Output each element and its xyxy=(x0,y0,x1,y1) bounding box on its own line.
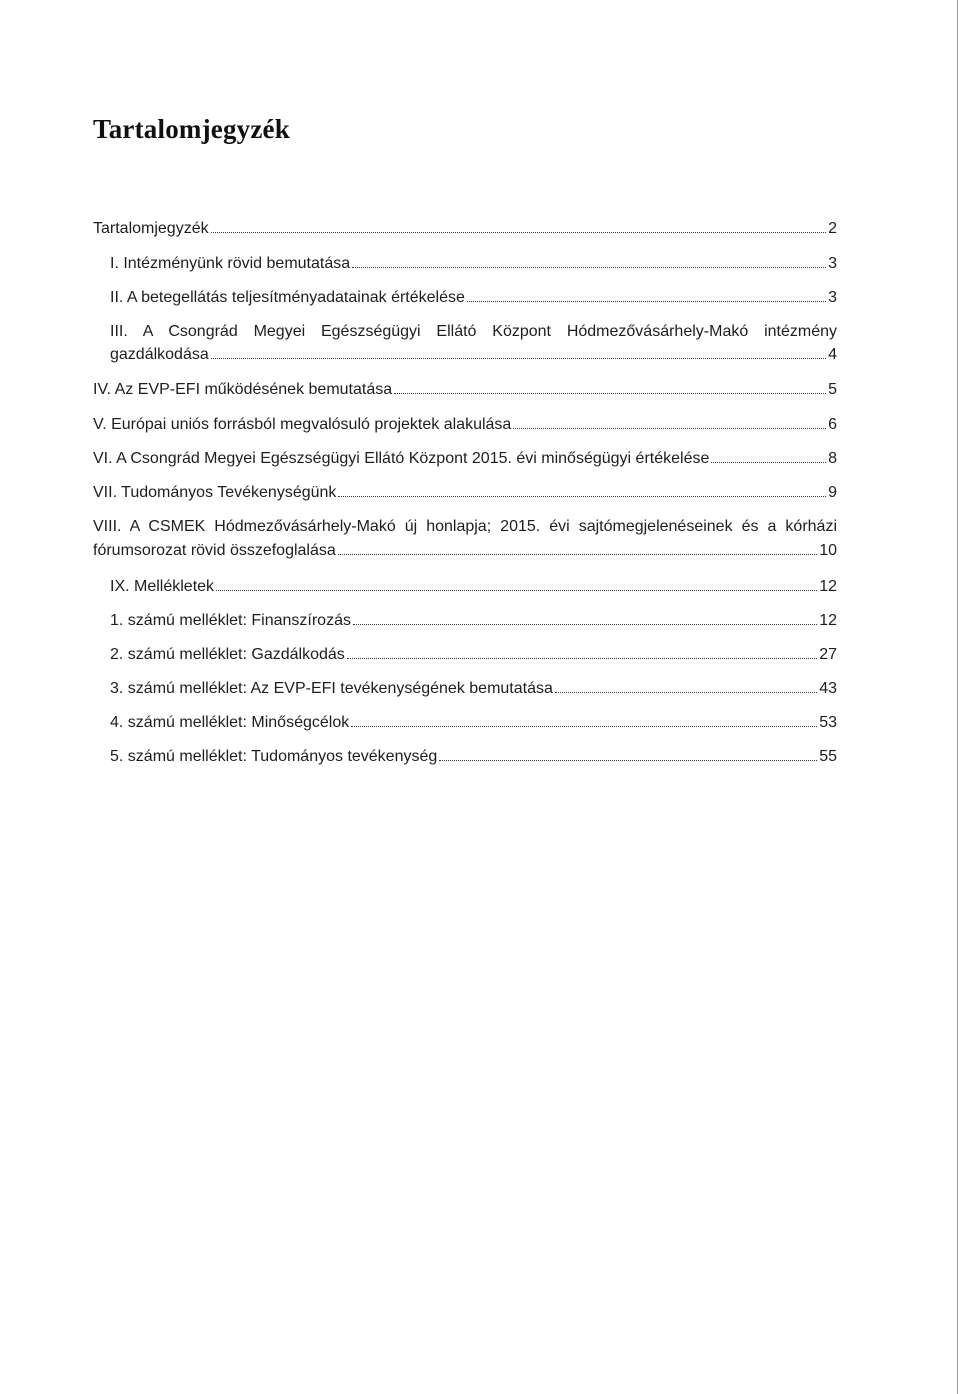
toc-entry-page: 4 xyxy=(828,346,837,363)
toc-entry-page: 27 xyxy=(819,646,837,663)
toc-entry-title: fórumsorozat rövid összefoglalása xyxy=(93,542,336,559)
page-title: Tartalomjegyzék xyxy=(93,114,290,144)
dot-leader xyxy=(216,589,817,591)
toc-entry-page: 9 xyxy=(828,484,837,501)
toc-entry-title: 1. számú melléklet: Finanszírozás xyxy=(110,612,351,629)
toc-entry-page: 3 xyxy=(828,255,837,272)
toc-entry-title: VI. A Csongrád Megyei Egészségügyi Ellátó Központ 2015. évi minőségügyi értékelése xyxy=(93,450,710,467)
dot-leader xyxy=(211,357,826,359)
dot-leader xyxy=(352,266,826,268)
toc-entry-page: 3 xyxy=(828,289,837,306)
dot-leader xyxy=(211,231,826,233)
toc-entry-title: 5. számú melléklet: Tudományos tevékenység xyxy=(110,748,438,765)
scan-edge-line xyxy=(957,0,958,1394)
toc-entry[interactable] xyxy=(93,219,837,239)
toc-entry-title: 3. számú melléklet: Az EVP-EFI tevékenységének bemutatása xyxy=(110,680,553,697)
dot-leader xyxy=(347,657,817,659)
toc-entry[interactable] xyxy=(110,679,837,699)
toc-entry[interactable] xyxy=(110,713,837,733)
toc-entry[interactable] xyxy=(93,415,837,435)
dot-leader xyxy=(711,461,826,463)
dot-leader xyxy=(338,553,817,555)
dot-leader xyxy=(467,300,826,302)
toc-entry-title: IX. Mellékletek xyxy=(110,578,215,595)
toc-entry[interactable] xyxy=(110,747,837,767)
toc-entry[interactable] xyxy=(110,577,837,597)
toc-entry-page: 6 xyxy=(828,416,837,433)
toc-entry[interactable] xyxy=(93,449,837,469)
toc-entry-page: 55 xyxy=(819,748,837,765)
toc-entry-title: VII. Tudományos Tevékenységünk xyxy=(93,484,337,501)
toc-entry-page: 12 xyxy=(819,578,837,595)
toc-entry[interactable] xyxy=(110,645,837,665)
toc-entry-page: 53 xyxy=(819,714,837,731)
toc-entry-title: I. Intézményünk rövid bemutatása xyxy=(110,255,351,272)
dot-leader xyxy=(351,725,817,727)
toc-entry-page: 5 xyxy=(828,381,837,398)
toc-entry-title: gazdálkodása xyxy=(110,346,209,363)
toc-entry[interactable] xyxy=(110,611,837,631)
toc-entry-title: II. A betegellátás teljesítményadatainak értékelése xyxy=(110,289,465,306)
dot-leader xyxy=(439,759,817,761)
dot-leader xyxy=(394,392,826,394)
dot-leader xyxy=(555,691,817,693)
toc-entry-title: IV. Az EVP-EFI működésének bemutatása xyxy=(93,381,393,398)
toc-entry[interactable] xyxy=(93,483,837,503)
toc-entry[interactable] xyxy=(110,254,837,274)
toc-entry-page: 2 xyxy=(828,220,837,237)
toc-entry-title: Tartalomjegyzék xyxy=(93,220,209,237)
toc-entry[interactable] xyxy=(93,380,837,400)
toc-entry-title: 4. számú melléklet: Minőségcélok xyxy=(110,714,350,731)
toc-entry[interactable] xyxy=(93,517,837,561)
dot-leader xyxy=(338,495,826,497)
toc-entry-page: 10 xyxy=(819,542,837,559)
toc-entry-page: 12 xyxy=(819,612,837,629)
toc-entry-title: V. Európai uniós forrásból megvalósuló projektek alakulása xyxy=(93,416,512,433)
toc-entry-title-line1: III. A Csongrád Megyei Egészségügyi Ellátó Központ Hódmezővásárhely-Makó intézmény xyxy=(110,323,837,340)
dot-leader xyxy=(353,623,817,625)
toc-entry-page: 8 xyxy=(828,450,837,467)
toc-entry-title: 2. számú melléklet: Gazdálkodás xyxy=(110,646,345,663)
toc-entry-page: 43 xyxy=(819,680,837,697)
toc-entry-title-line1: VIII. A CSMEK Hódmezővásárhely-Makó új honlapja; 2015. évi sajtómegjelenéseinek és a kórházi xyxy=(93,518,837,535)
toc-entry[interactable] xyxy=(110,288,837,308)
toc-entry[interactable] xyxy=(110,322,837,365)
dot-leader xyxy=(513,427,826,429)
